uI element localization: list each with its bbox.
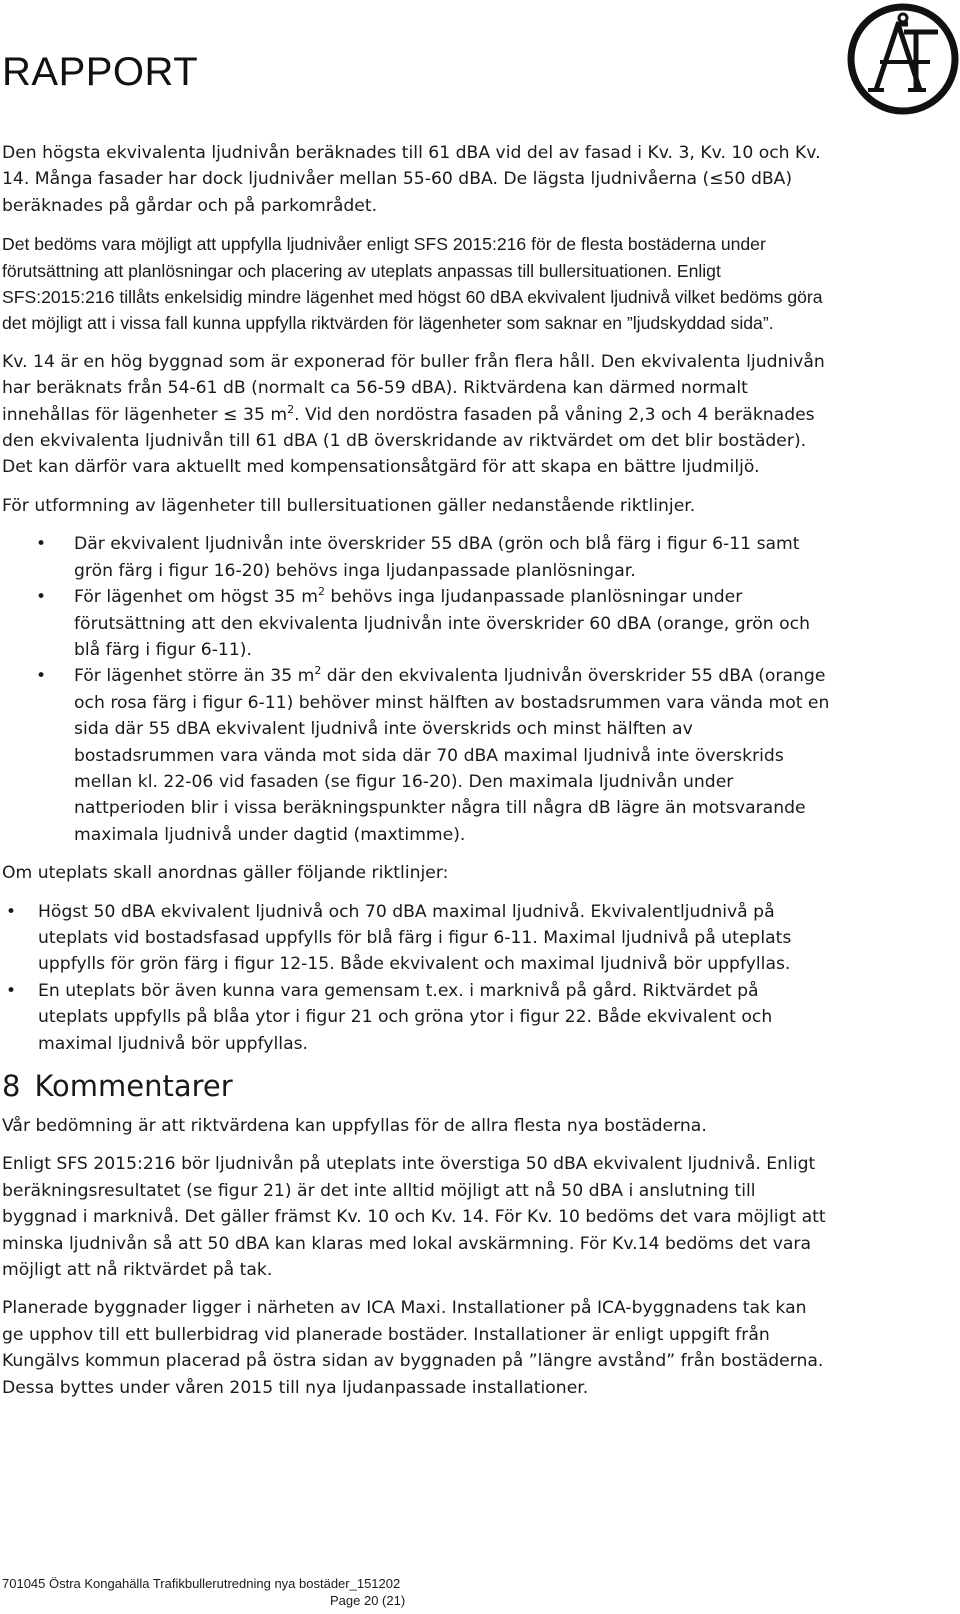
bullet-icon: • [36,666,47,687]
list-item: • För lägenhet större än 35 $m^2$ där den ekvivalenta ljudnivån överskrider 55 dBA (orange och rosa färg i figur 6-11) behöver minst hälften av bostadsrummen vara vända mot en sida där 55 dBA ekvivalent ljudnivå inte överskrids och minst hälften av bostadsrummen vara vända mot sida där 70 dBA maximal ljudnivå inte överskrids mellan kl. 22-06 vid fasaden (se figur 16-20). Den maximala ljudnivån under nattperioden blir i vissa beräkningspunkter några till några dB lägre än motsvarande maximala ljudnivå under dagtid (maxtimme). [36,664,830,845]
paragraph-outdoor-intro: Om uteplats skall anordnas gäller följande riktlinjer: [2,863,449,884]
footer-page-number: Page 20 (21) [330,1593,406,1608]
paragraph-ica-installations: Planerade byggnader ligger i närheten av ICA Maxi. Installationer på ICA-byggnadens tak kan ge upphov till ett bullerbidrag vid planerade bostäder. Installationer är enligt uppgift från Kungälvs kommun placerad på östra sidan av byggnaden på ”längre avstånd” från bostäderna. Dessa byttes under våren 2015 till nya ljudanpassade installationer. [2,1298,824,1398]
paragraph-outdoor-assessment: Enligt SFS 2015:216 bör ljudnivån på uteplats inte överstiga 50 dBA ekvivalent ljudnivå. Enligt beräkningsresultatet (se figur 21) är det inte alltid möjligt att nå 50 dBA i anslutning till byggnad i marknivå. Det gäller främst Kv. 10 och Kv. 14. För Kv. 10 bedöms det vara möjligt att minska ljudnivån så att 50 dBA kan klaras med lokal avskärmning. För Kv.14 bedöms det vara möjligt att nå riktvärdet på tak. [2,1154,826,1281]
list-item: • En uteplats bör även kunna vara gemensam t.ex. i marknivå på gård. Riktvärdet på uteplats uppfylls på blåa ytor i figur 21 och gröna ytor i figur 22. Både ekvivalent och maximal ljudnivå bör uppfyllas. [2,978,832,1057]
section-heading [2,1069,832,1103]
paragraph-apartment-intro: För utformning av lägenheter till bullersituationen gäller nedanstående riktlinjer. [2,495,696,516]
paragraph-noise-levels: Den högsta ekvivalenta ljudnivån beräknades till 61 dBA vid del av fasad i Kv. 3, Kv. 10 och Kv. 14. Många fasader har dock ljudnivåer mellan 55-60 dBA. De lägsta ljudnivåerna (≤50 dBA) beräknades på gårdar och på parkområdet. [2,143,821,216]
paragraph-kv14: Kv. 14 är en hög byggnad som är exponerad för buller från flera håll. Den ekvivalenta ljudnivån har beräknats från 54-61 dB (normalt ca 56-59 dBA). Riktvärdena kan därmed normalt innehållas för lägenheter ≤ 35 $m^2$. Vid den nordöstra fasaden på våning 2,3 och 4 beräknades den ekvivalenta ljudnivån till 61 dBA (1 dB överskridande av riktvärdet om det blir bostäder). Det kan därför vara aktuellt med kompensationsåtgärd för att skapa en bättre ljudmiljö. [2,351,825,478]
bullet-icon: • [6,980,17,1001]
bullet-icon: • [36,534,47,555]
report-body [2,140,832,1413]
page-header-title: RAPPORT [2,50,199,94]
bullet-icon: • [36,587,47,608]
afry-af-logo [846,2,960,116]
paragraph-assessment: Vår bedömning är att riktvärdena kan uppfyllas för de allra flesta nya bostäderna. [2,1116,707,1136]
list-item: • Högst 50 dBA ekvivalent ljudnivå och 70 dBA maximal ljudnivå. Ekvivalentljudnivå på uteplats vid bostadsfasad uppfylls för blå färg i figur 6-11. Maximal ljudnivå på uteplats uppfylls för grön färg i figur 12-15. Både ekvivalent och maximal ljudnivå bör uppfyllas. [2,899,832,978]
list-item: • För lägenhet om högst 35 $m^2$ behövs inga ljudanpassade planlösningar under förutsättning att den ekvivalenta ljudnivån inte överskrider 60 dBA (orange, grön och blå färg i figur 6-11). [36,585,810,660]
footer-document-name: 701045 Östra Kongahälla Trafikbullerutredning nya bostäder_151202 [2,1576,401,1591]
list-item: • Där ekvivalent ljudnivån inte överskrider 55 dBA (grön och blå färg i figur 6-11 samt grön färg i figur 16-20) behövs inga ljudanpassade planlösningar. [2,531,832,584]
apartment-guidelines-list [2,531,832,848]
section-title: Kommentarer [34,1069,233,1103]
bullet-icon: • [6,901,17,922]
page-footer [2,1575,405,1609]
outdoor-guidelines-list [2,899,832,1057]
section-number: 8 [2,1069,21,1103]
paragraph-feasibility: Det bedöms vara möjligt att uppfylla ljudnivåer enligt SFS 2015:216 för de flesta bostäderna under förutsättning att planlösningar och placering av uteplats anpassas till bullersituationen. Enligt SFS:2015:216 tillåts enkelsidig mindre lägenhet med högst 60 dBA ekvivalent ljudnivå vilket bedöms göra det möjligt att i vissa fall kunna uppfylla riktvärden för lägenheter som saknar en ”ljudskyddad sida”. [2,234,823,334]
